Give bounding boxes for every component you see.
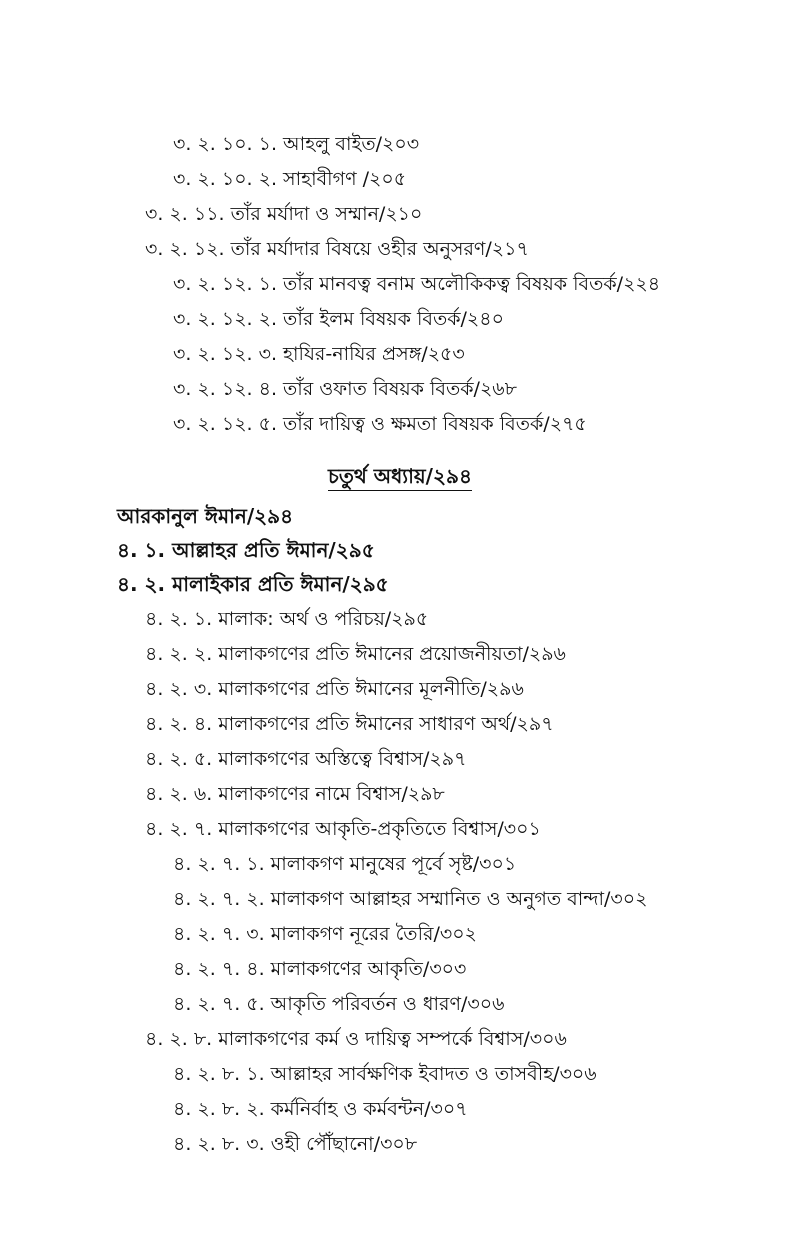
toc-entry: ৪. ২. ১. মালাক: অর্থ ও পরিচয়/২৯৫ (145, 608, 429, 630)
toc-entry: ৪. ২. ৫. মালাকগণের অস্তিত্বে বিশ্বাস/২৯৭ (145, 748, 467, 770)
toc-entry: ৪. ২. ৩. মালাকগণের প্রতি ঈমানের মূলনীতি/২৯৬ (145, 678, 524, 700)
toc-entry: ৪. ২. ৭. ১. মালাকগণ মানুষের পূর্বে সৃষ্ট/৩০১ (173, 853, 517, 875)
toc-entry-bold: ৪. ২. মালাইকার প্রতি ঈমান/২৯৫ (117, 572, 389, 596)
toc-entry: ৩. ২. ১০. ১. আহলু বাইত/২০৩ (173, 133, 420, 155)
toc-entry: ৩. ২. ১২. ৫. তাঁর দায়িত্ব ও ক্ষমতা বিষয়ক বিতর্ক/২৭৫ (173, 413, 587, 435)
toc-entry: ৪. ২. ৭. ৪. মালাকগণের আকৃতি/৩০৩ (173, 958, 467, 980)
toc-entry: ৪. ২. ২. মালাকগণের প্রতি ঈমানের প্রয়োজনীয়তা/২৯৬ (145, 643, 566, 665)
toc-entry: ৩. ২. ১১. তাঁর মর্যাদা ও সম্মান/২১০ (145, 203, 423, 225)
toc-entry: ৪. ২. ৭. ২. মালাকগণ আল্লাহর সম্মানিত ও অনুগত বান্দা/৩০২ (173, 888, 648, 910)
toc-entry: ৩. ২. ১২. ১. তাঁর মানবত্ব বনাম অলৌকিকত্ব বিষয়ক বিতর্ক/২২৪ (173, 273, 661, 295)
toc-entry: ৪. ২. ৭. ৩. মালাকগণ নূরের তৈরি/৩০২ (173, 923, 477, 945)
toc-entry-bold: আরকানুল ঈমান/২৯৪ (117, 504, 294, 528)
toc-entry: ৪. ২. ৮. ৩. ওহী পৌঁছানো/৩০৮ (173, 1133, 418, 1155)
toc-entry: ৪. ২. ৭. মালাকগণের আকৃতি-প্রকৃতিতে বিশ্বাস/৩০১ (145, 818, 541, 840)
toc-entry: ৪. ২. ৮. ১. আল্লাহর সার্বক্ষণিক ইবাদত ও তাসবীহ/৩০৬ (173, 1063, 597, 1085)
chapter-heading (0, 462, 800, 495)
toc-entry: ৪. ২. ৮. মালাকগণের কর্ম ও দায়িত্ব সম্পর্কে বিশ্বাস/৩০৬ (145, 1028, 567, 1050)
toc-entry: ৩. ২. ১২. ৩. হাযির-নাযির প্রসঙ্গ/২৫৩ (173, 343, 465, 365)
toc-entry-bold: ৪. ১. আল্লাহর প্রতি ঈমান/২৯৫ (117, 538, 375, 562)
toc-entry: ৪. ২. ৮. ২. কর্মনির্বাহ ও কর্মবন্টন/৩০৭ (173, 1098, 468, 1120)
toc-entry: ৩. ২. ১২. ২. তাঁর ইলম বিষয়ক বিতর্ক/২৪০ (173, 308, 504, 330)
chapter-heading-text: চতুর্থ অধ্যায়/২৯৪ (328, 464, 472, 491)
toc-entry: ৪. ২. ৬. মালাকগণের নামে বিশ্বাস/২৯৮ (145, 783, 445, 805)
toc-entry: ৩. ২. ১২. তাঁর মর্যাদার বিষয়ে ওহীর অনুসরণ/২১৭ (145, 238, 529, 260)
toc-entry: ৩. ২. ১০. ২. সাহাবীগণ /২০৫ (173, 168, 407, 190)
toc-entry: ৪. ২. ৪. মালাকগণের প্রতি ঈমানের সাধারণ অর্থ/২৯৭ (145, 713, 554, 735)
toc-entry: ৪. ২. ৭. ৫. আকৃতি পরিবর্তন ও ধারণ/৩০৬ (173, 993, 505, 1015)
toc-entry: ৩. ২. ১২. ৪. তাঁর ওফাত বিষয়ক বিতর্ক/২৬৮ (173, 378, 517, 400)
